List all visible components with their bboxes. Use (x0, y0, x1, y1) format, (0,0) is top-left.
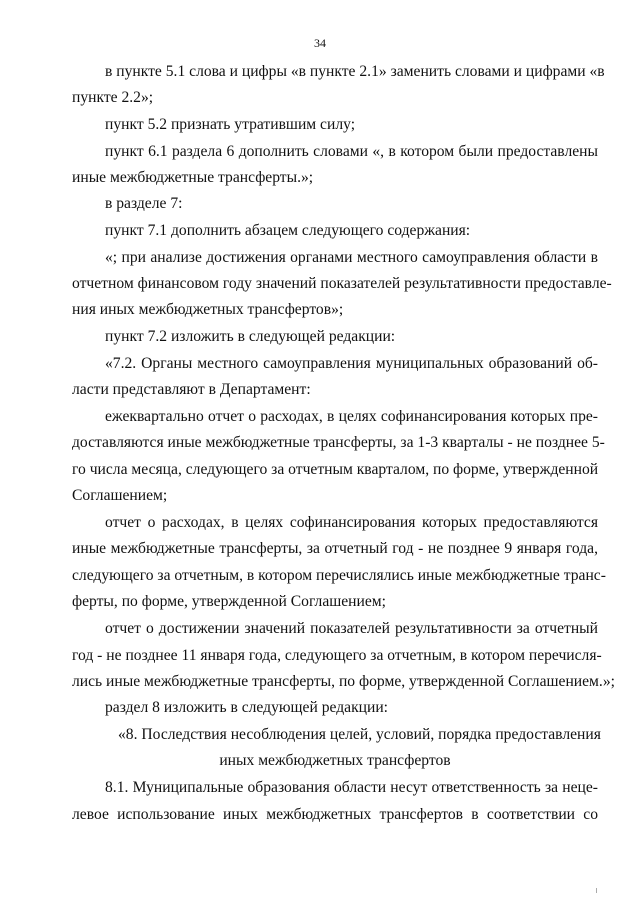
text-line: «; при анализе достижения органами местного самоуправления области в (105, 249, 598, 266)
text-line: ласти представляют в Департамент: (72, 381, 311, 398)
section-heading-line: «8. Последствия несоблюдения целей, условий, порядка предоставления (118, 726, 601, 743)
text-line: ежеквартально отчет о расходах, в целях софинансирования которых пре- (105, 408, 598, 425)
text-line: пункт 5.2 признать утратившим силу; (105, 116, 356, 133)
text-line: следующего за отчетным, в котором перечислялись иные межбюджетные транс- (72, 567, 606, 584)
section-heading-line: иных межбюджетных трансфертов (219, 752, 451, 769)
text-line: ния иных межбюджетных трансфертов»; (72, 301, 344, 318)
text-line: Соглашением; (72, 487, 168, 504)
text-line: доставляются иные межбюджетные трансферты, за 1-3 кварталы - не позднее 5- (72, 434, 605, 451)
scan-mark (596, 888, 597, 893)
text-line: иные межбюджетные трансферты, за отчетный год - не позднее 9 января года, (72, 540, 598, 557)
text-line: 8.1. Муниципальные образования области несут ответственность за неце- (105, 779, 598, 796)
page-number: 34 (314, 36, 326, 50)
text-line: иные межбюджетные трансферты.»; (72, 169, 314, 186)
text-line: в пункте 5.1 слова и цифры «в пункте 2.1» заменить словами и цифрами «в (105, 63, 605, 80)
text-line: раздел 8 изложить в следующей редакции: (105, 699, 389, 716)
text-line: «7.2. Органы местного самоуправления муниципальных образований об- (105, 355, 598, 372)
text-line: лись иные межбюджетные трансферты, по форме, утвержденной Соглашением.»; (72, 673, 615, 690)
text-line: го числа месяца, следующего за отчетным кварталом, по форме, утвержденной (72, 461, 599, 478)
text-line: в разделе 7: (105, 195, 183, 212)
text-line: год - не позднее 11 января года, следующего за отчетным, в котором перечисля- (72, 647, 602, 664)
text-line: ферты, по форме, утвержденной Соглашением; (72, 593, 386, 610)
text-line: пункт 7.1 дополнить абзацем следующего содержания: (105, 222, 471, 239)
text-line: пункте 2.2»; (72, 89, 154, 106)
text-line: пункт 6.1 раздела 6 дополнить словами «, в котором были предоставлены (105, 143, 598, 160)
text-line: левое использование иных межбюджетных трансфертов в соответствии со (72, 806, 598, 823)
text-line: отчет о расходах, в целях софинансирования которых предоставляются (105, 514, 598, 531)
text-line: отчетном финансовом году значений показателей результативности предоставле- (72, 275, 612, 292)
text-line: пункт 7.2 изложить в следующей редакции: (105, 328, 396, 345)
text-line: отчет о достижении значений показателей результативности за отчетный (105, 620, 598, 637)
